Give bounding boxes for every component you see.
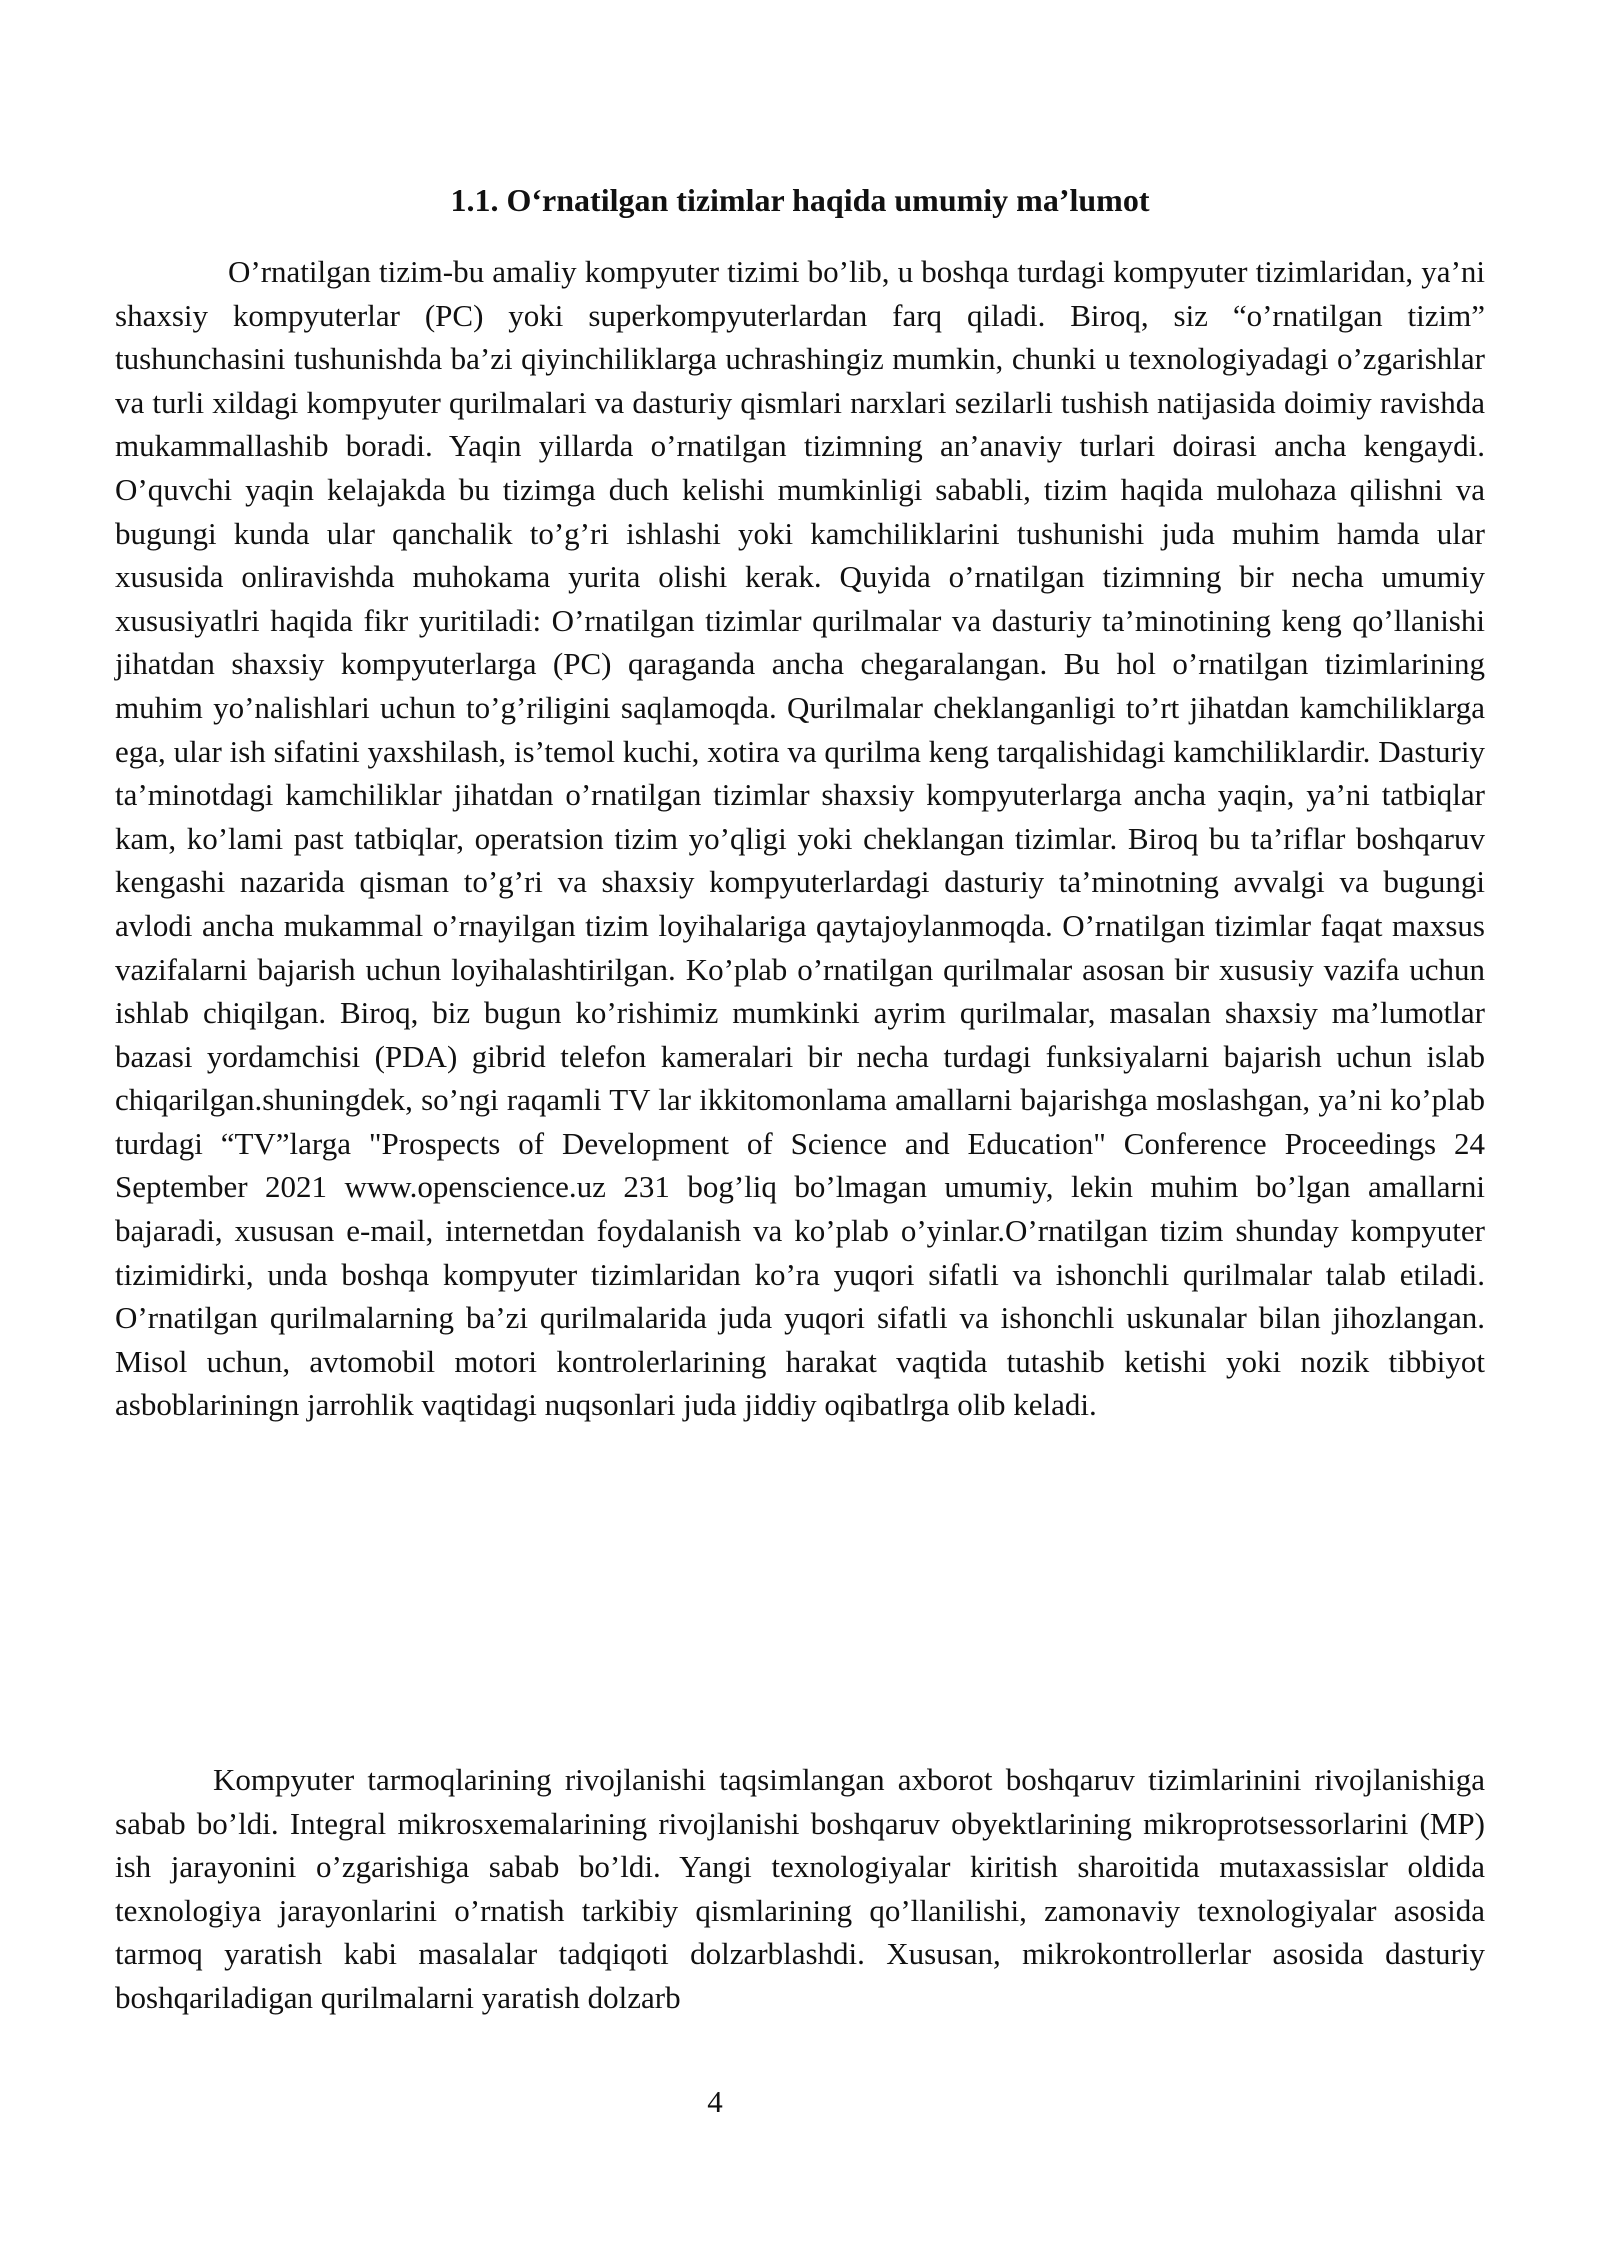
section-heading: 1.1. O‘rnatilgan tizimlar haqida umumiy ma’lumot bbox=[450, 182, 1150, 218]
page-number: 4 bbox=[707, 2084, 723, 2119]
body-paragraph-1: O’rnatilgan tizim-bu amaliy kompyuter tizimi bo’lib, u boshqa turdagi kompyuter tizimlaridan, ya’ni shaxsiy kompyuterlar (PC) yoki superkompyuterlardan farq qiladi. Biroq, siz “o’rnatilgan tizim” tushunchasini tushunishda ba’zi qiyinchiliklarga uchrashingiz mumkin, chunki u texnologiyadagi o’zgarishlar va turli xildagi kompyuter qurilmalari va dasturiy qismlari narxlari sezilarli tushish natijasida doimiy ravishda mukammallashib boradi. Yaqin yillarda o’rnatilgan tizimning an’anaviy turlari doirasi ancha kengaydi. O’quvchi yaqin kelajakda bu tizimga duch kelishi mumkinligi sababli, tizim haqida mulohaza qilishni va bugungi kunda ular qanchalik to’g’ri ishlashi yoki kamchiliklarini tushunishi juda muhim hamda ular xususida onliravishda muhokama yurita olishi kerak. Quyida o’rnatilgan tizimning bir necha umumiy xususiyatlri haqida fikr yuritiladi: O’rnatilgan tizimlar qurilmalar va dasturiy ta’minotining keng qo’llanishi jihatdan shaxsiy kompyuterlarga (PC) qaraganda ancha chegaralangan. Bu hol o’rnatilgan tizimlarining muhim yo’nalishlari uchun to’g’riligini saqlamoqda. Qurilmalar cheklanganligi to’rt jihatdan kamchiliklarga ega, ular ish sifatini yaxshilash, is’temol kuchi, xotira va qurilma keng tarqalishidagi kamchiliklardir. Dasturiy ta’minotdagi kamchiliklar jihatdan o’rnatilgan tizimlar shaxsiy kompyuterlarga ancha yaqin, ya’ni tatbiqlar kam, ko’lami past tatbiqlar, operatsion tizim yo’qligi yoki cheklangan tizimlar. Biroq bu ta’riflar boshqaruv kengashi nazarida qisman to’g’ri va shaxsiy kompyuterlardagi dasturiy ta’minotning avvalgi va bugungi avlodi ancha mukammal o’rnayilgan tizim loyihalariga qaytajoylanmoqda. O’rnatilgan tizimlar faqat maxsus vazifalarni bajarish uchun loyihalashtirilgan. Ko’plab o’rnatilgan qurilmalar asosan bir xususiy vazifa uchun ishlab chiqilgan. Biroq, biz bugun ko’rishimiz mumkinki ayrim qurilmalar, masalan shaxsiy ma’lumotlar bazasi yordamchisi (PDA) gibrid telefon kameralari bir necha turdagi funksiyalarni bajarish uchun islab chiqarilgan.shuningdek, so’ngi raqamli TV lar ikkitomonlama amallarni bajarishga moslashgan, ya’ni ko’plab turdagi “TV”larga "Prospects of Development of Science and Education" Conference Proceedings 24 September 2021 www.openscience.uz 231 bog’liq bo’lmagan umumiy, lekin muhim bo’lgan amallarni bajaradi, xususan e-mail, internetdan foydalanish va ko’plab o’yinlar.O’rnatilgan tizim shunday kompyuter tizimidirki, unda boshqa kompyuter tizimlaridan ko’ra yuqori sifatli va ishonchli qurilmalar talab etiladi. O’rnatilgan qurilmalarning ba’zi qurilmalarida juda yuqori sifatli va ishonchli uskunalar bilan jihozlangan. Misol uchun, avtomobil motori kontrolerlarining harakat vaqtida tutashib ketishi yoki nozik tibbiyot asboblariningn jarrohlik vaqtidagi nuqsonlari juda jiddiy oqibatlrga olib keladi. bbox=[115, 254, 1485, 1423]
body-paragraph-2: Kompyuter tarmoqlarining rivojlanishi taqsimlangan axborot boshqaruv tizimlarinini rivojlanishiga sabab bo’ldi. Integral mikrosxemalarining rivojlanishi boshqaruv obyektlarining mikroprotsessorlarini (MP) ish jarayonini o’zgarishiga sabab bo’ldi. Yangi texnologiyalar kiritish sharoitida mutaxassislar oldida texnologiya jarayonlarini o’rnatish tarkibiy qismlarining qo’llanilishi, zamonaviy texnologiyalar asosida tarmoq yaratish kabi masalalar tadqiqoti dolzarblashdi. Xususan, mikrokontrollerlar asosida dasturiy boshqariladigan qurilmalarni yaratish dolzarb bbox=[115, 1762, 1485, 2015]
